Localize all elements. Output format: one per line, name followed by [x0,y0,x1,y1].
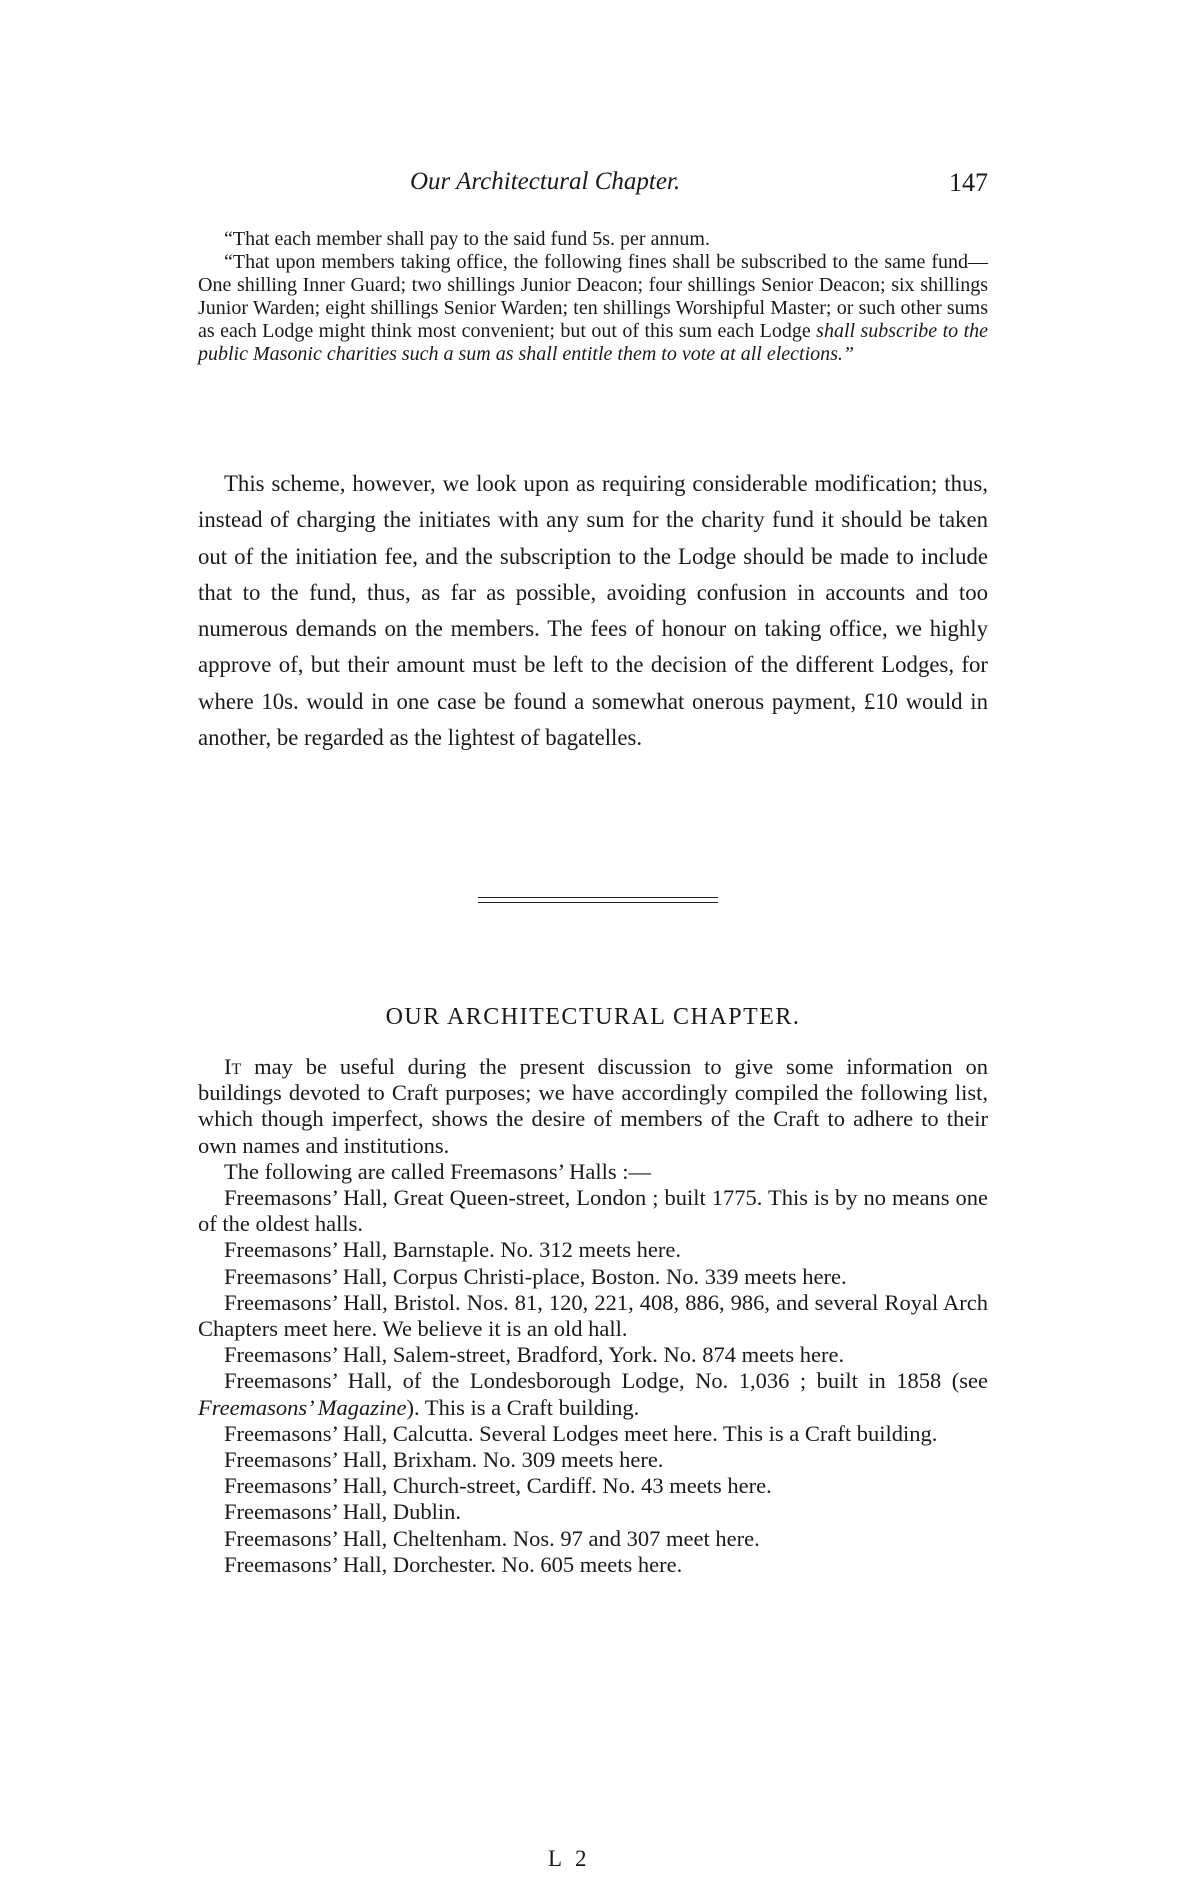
magazine-title: Freemasons’ Magazine [198,1394,407,1420]
list-item: Freemasons’ Hall, Calcutta. Several Lodges meet here. This is a Craft building. [224,1420,938,1446]
list-item: Freemasons’ Hall, Brixham. No. 309 meets here. [224,1447,664,1473]
running-head [198,168,988,208]
quoted-resolution [198,228,988,366]
list-item: Freemasons’ Hall, Corpus Christi-place, Boston. No. 339 meets here. [224,1263,847,1289]
londesborough-text-a: Freemasons’ Hall, of the Londesborough Lodge, No. 1,036 ; built in 1858 (see [224,1368,988,1394]
intro-first-word: It [224,1054,242,1079]
list-item: Freemasons’ Hall, Church-street, Cardiff. No. 43 meets here. [224,1473,772,1499]
list-item: Freemasons’ Hall, Cheltenham. Nos. 97 and 307 meet here. [224,1525,760,1551]
quote-paragraph-2-text: “That upon members taking office, the following fines shall be subscribed to the same fund—One shilling Inner Guard; two shillings Junior Deacon; four shillings Senior Deacon; six shillings Junior Warden; eight shillings Senior Warden; ten shillings Worshipful Master; or such other sums as each Lodge might think most convenient; but out of this sum each Lodge [198,251,988,342]
commentary-paragraph: This scheme, however, we look upon as requiring considerable modification; thus, instead of charging the initiates with any sum for the charity fund it should be taken out of the initiation fee, and the subscription to the Lodge should be made to include that to the fund, thus, as far as possible, avoiding confusion in accounts and too numerous demands on the members. The fees of honour on taking office, we highly approve of, but their amount must be left to the decision of the different Lodges, for where 10s. would in one case be found a somewhat onerous payment, £10 would in another, be regarded as the lightest of bagatelles. [198,471,988,751]
signature-mark: L 2 [548,1846,591,1871]
intro-text: may be useful during the present discussion to give some information on buildings devoted to Craft purposes; we have accordingly compiled the following list, which though imperfect, shows the desire of members of the Craft to adhere to their own names and institutions. [198,1054,988,1158]
divider-line-top [478,897,718,898]
section-body [198,1054,988,1578]
quote-paragraph-2 [198,251,988,366]
quote-paragraph-1: “That each member shall pay to the said fund 5s. per annum. [224,228,710,250]
section-divider [478,897,718,907]
running-title: Our Architectural Chapter. [410,168,681,195]
page-number: 147 [949,168,988,197]
divider-line-bottom [478,902,718,903]
list-item: Freemasons’ Hall, Great Queen-street, London ; built 1775. This is by no means one of the oldest halls. [198,1185,988,1237]
intro-paragraph [198,1054,988,1159]
list-item: Freemasons’ Hall, Bristol. Nos. 81, 120, 221, 408, 886, 986, and several Royal Arch Chapters meet here. We believe it is an old hall. [198,1289,988,1342]
londesborough-text-b: ). This is a Craft building. [406,1394,640,1420]
list-item: Freemasons’ Hall, Salem-street, Bradford, York. No. 874 meets here. [224,1342,845,1368]
called-line: The following are called Freemasons’ Halls :— [224,1158,651,1184]
section-title: OUR ARCHITECTURAL CHAPTER. [385,1004,801,1030]
quote-paragraph-2-italic: shall subscribe to the public Masonic charities such a sum as shall entitle them to vote at all elections.” [198,320,988,365]
list-item: Freemasons’ Hall, Dorchester. No. 605 meets here. [224,1551,683,1577]
list-item: Freemasons’ Hall, Dublin. [224,1499,462,1525]
list-item-londesborough [198,1368,988,1420]
list-item: Freemasons’ Hall, Barnstaple. No. 312 meets here. [224,1237,681,1263]
